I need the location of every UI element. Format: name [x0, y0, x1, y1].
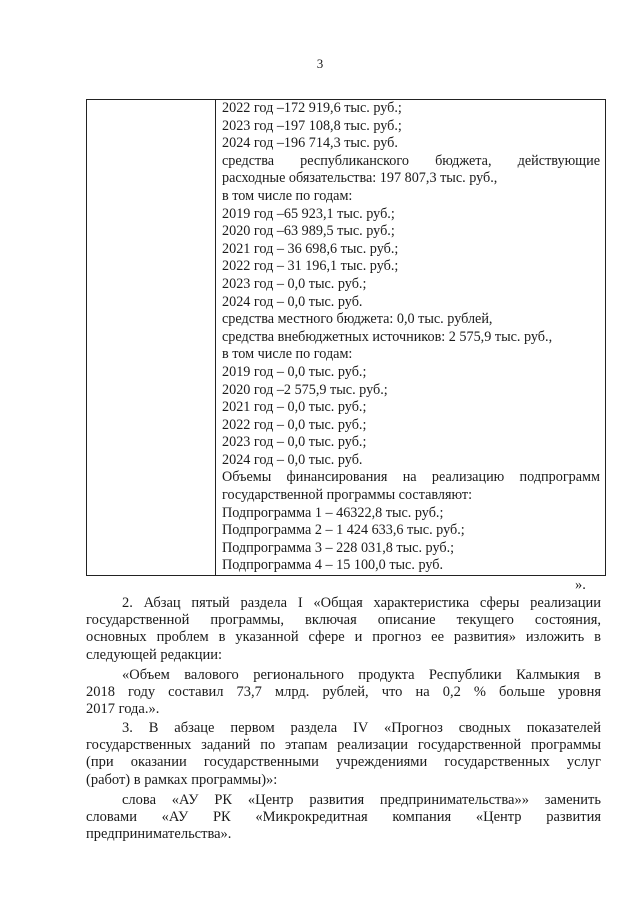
- table-line: 2019 год –65 923,1 тыс. руб.;: [222, 205, 395, 222]
- table-line: 2023 год – 0,0 тыс. руб.;: [222, 275, 367, 292]
- paragraph-2: [86, 595, 601, 664]
- table-line: Подпрограмма 4 – 15 100,0 тыс. руб.: [222, 557, 444, 574]
- table-line: Подпрограмма 2 – 1 424 633,6 тыс. руб.;: [222, 522, 465, 539]
- paragraph-4: [86, 792, 601, 844]
- paragraph-line: основных проблем в указанной сфере и прогноз ее развития» изложить в: [86, 629, 601, 646]
- table-line: 2020 год –2 575,9 тыс. руб.;: [222, 381, 388, 398]
- table-line: 2023 год –197 108,8 тыс. руб.;: [222, 117, 402, 134]
- table-line: в том числе по годам:: [222, 346, 353, 363]
- table-line: Подпрограмма 1 – 46322,8 тыс. руб.;: [222, 504, 444, 521]
- table-column-divider: [215, 100, 216, 575]
- financing-table: [86, 99, 606, 576]
- table-line: 2021 год – 0,0 тыс. руб.;: [222, 399, 367, 416]
- paragraph-line: 2018 году составил 73,7 млрд. рублей, что на 0,2 % больше уровня: [86, 684, 601, 701]
- table-line: 2022 год – 0,0 тыс. руб.;: [222, 416, 367, 433]
- table-line: Подпрограмма 3 – 228 031,8 тыс. руб.;: [222, 539, 455, 556]
- paragraph-line: «Объем валового регионального продукта Республики Калмыкия в: [122, 667, 601, 683]
- table-line: средства внебюджетных источников: 2 575,9 тыс. руб.,: [222, 328, 553, 345]
- table-line: 2019 год – 0,0 тыс. руб.;: [222, 363, 367, 380]
- table-line: 2024 год –196 714,3 тыс. руб.: [222, 135, 398, 152]
- paragraph-line: 3. В абзаце первом раздела IV «Прогноз сводных показателей: [122, 720, 601, 736]
- paragraph-line: слова «АУ РК «Центр развития предпринимательства»» заменить: [122, 792, 601, 808]
- table-line: 2022 год –172 919,6 тыс. руб.;: [222, 100, 402, 116]
- table-line: 2021 год – 36 698,6 тыс. руб.;: [222, 240, 399, 257]
- table-line: 2024 год – 0,0 тыс. руб.: [222, 451, 363, 468]
- page-number: 3: [316, 56, 324, 71]
- table-right-cell: [222, 100, 600, 575]
- paragraph-line: (при оказании государственными учреждениями государственных услуг: [86, 754, 601, 771]
- table-line: Объемы финансирования на реализацию подпрограмм: [222, 469, 600, 486]
- paragraph-line: словами «АУ РК «Микрокредитная компания «Центр развития: [86, 809, 601, 826]
- table-line: 2022 год – 31 196,1 тыс. руб.;: [222, 258, 399, 275]
- table-line: расходные обязательства: 197 807,3 тыс. руб.,: [222, 170, 498, 187]
- table-line: в том числе по годам:: [222, 187, 353, 204]
- paragraph-line: государственной программы, включая описание текущего состояния,: [86, 612, 601, 629]
- paragraph-line: предпринимательства».: [86, 826, 232, 843]
- paragraph-3: [86, 720, 601, 789]
- quoted-paragraph: [86, 667, 601, 719]
- paragraph-line: следующей редакции:: [86, 646, 223, 663]
- table-line: государственной программы составляют:: [222, 487, 473, 504]
- paragraph-line: 2017 года.».: [86, 701, 160, 718]
- paragraph-line: государственных заданий по этапам реализации государственной программы: [86, 737, 601, 754]
- table-line: 2023 год – 0,0 тыс. руб.;: [222, 434, 367, 451]
- table-line: 2020 год –63 989,5 тыс. руб.;: [222, 223, 395, 240]
- paragraph-line: (работ) в рамках программы)»:: [86, 771, 278, 788]
- table-line: средства местного бюджета: 0,0 тыс. рублей,: [222, 311, 493, 328]
- paragraph-line: 2. Абзац пятый раздела I «Общая характеристика сферы реализации: [122, 595, 601, 611]
- table-line: средства республиканского бюджета, действующие: [222, 152, 600, 169]
- closing-quote: ».: [575, 577, 586, 593]
- table-line: 2024 год – 0,0 тыс. руб.: [222, 293, 363, 310]
